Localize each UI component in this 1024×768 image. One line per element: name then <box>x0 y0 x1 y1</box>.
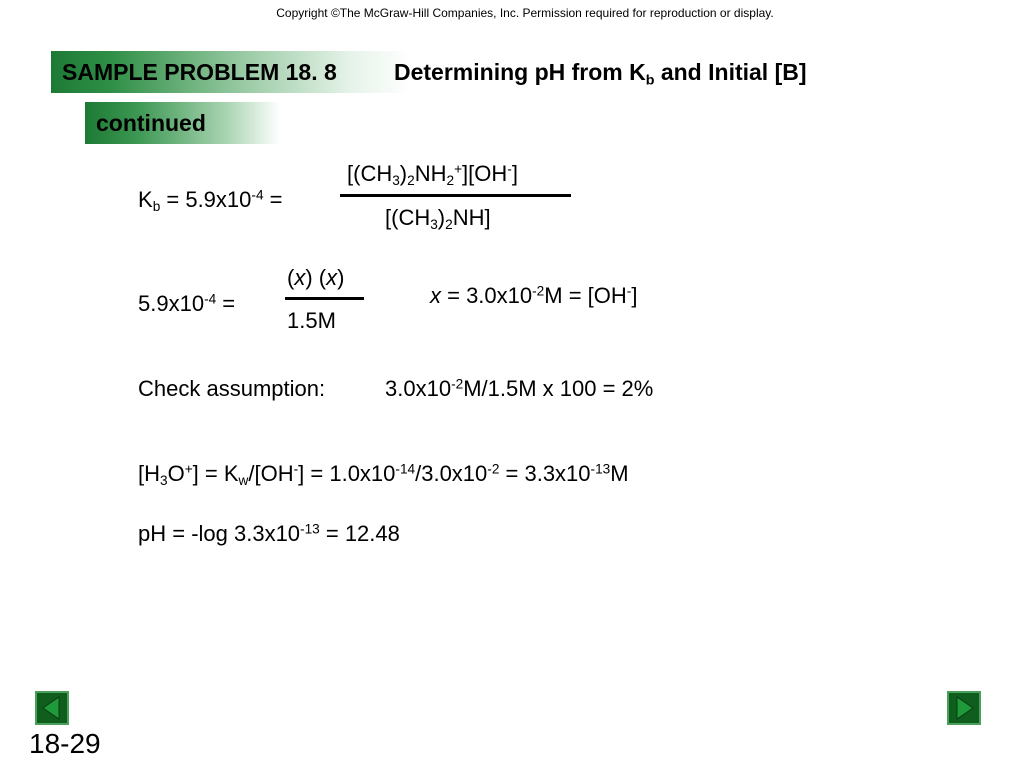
eq2-equals: = <box>216 291 236 316</box>
h3o-part: = 3.3x10 <box>499 461 591 486</box>
result-exponent: -2 <box>532 283 545 299</box>
ph-equation <box>138 521 400 547</box>
result-sup: - <box>626 283 632 299</box>
kb-value: = 5.9x10 <box>160 187 252 212</box>
check-exponent: -2 <box>451 376 464 392</box>
ph-exponent: -13 <box>300 521 320 537</box>
kb-denominator <box>385 205 491 231</box>
var-x: x <box>326 265 338 290</box>
num-part: NH <box>414 161 447 186</box>
eq2-numerator <box>287 265 344 291</box>
check-label: Check assumption: <box>138 376 326 401</box>
kb-symbol: K <box>138 187 153 212</box>
h3o-sup: + <box>184 461 193 477</box>
copyright-notice: Copyright ©The McGraw-Hill Companies, Inc. Permission required for reproduction or display. <box>276 6 774 20</box>
h3o-equation <box>138 461 629 487</box>
eq2-exponent: -4 <box>204 291 217 307</box>
h3o-sub: w <box>238 473 249 489</box>
eq2-value: 5.9x10 <box>138 291 205 316</box>
h3o-sup: -14 <box>395 461 416 477</box>
den-sub: 2 <box>445 217 453 233</box>
check-part: 3.0x10 <box>385 376 452 401</box>
topic-prefix: Determining pH from K <box>394 59 646 85</box>
eq2-denominator: 1.5M <box>287 308 336 333</box>
eq2-result <box>430 283 637 309</box>
previous-slide-button[interactable] <box>35 691 69 725</box>
den-part: ) <box>437 205 446 230</box>
h3o-sup: - <box>293 461 299 477</box>
h3o-part: ] = K <box>192 461 239 486</box>
den-sub: 3 <box>430 217 438 233</box>
h3o-part: M <box>610 461 629 486</box>
paren: ) <box>337 265 345 290</box>
h3o-part: ] = 1.0x10 <box>298 461 396 486</box>
problem-topic <box>394 59 807 89</box>
triangle-right-icon <box>949 693 979 723</box>
paren: ) ( <box>305 265 327 290</box>
num-part: [(CH <box>347 161 393 186</box>
check-part: M/1.5M x 100 = 2% <box>463 376 654 401</box>
h3o-sup: -13 <box>590 461 611 477</box>
result-part: M = [OH <box>544 283 627 308</box>
kb-exponent: -4 <box>251 187 264 203</box>
ph-result: = 12.48 <box>319 521 400 546</box>
h3o-sub: 3 <box>160 473 168 489</box>
triangle-left-icon <box>37 693 67 723</box>
topic-subscript: b <box>645 72 655 89</box>
kb-subscript: b <box>152 199 161 215</box>
problem-title: SAMPLE PROBLEM 18. 8 <box>62 59 337 85</box>
result-part: ] <box>631 283 638 308</box>
num-sub: 3 <box>392 173 400 189</box>
num-part: ][OH <box>462 161 508 186</box>
kb-lhs <box>138 187 283 213</box>
num-sup: - <box>507 161 512 177</box>
slide-number: 18-29 <box>29 728 101 759</box>
kb-equals: = <box>263 187 283 212</box>
h3o-sup: -2 <box>487 461 500 477</box>
topic-suffix: and Initial [B] <box>654 59 807 85</box>
h3o-part: /3.0x10 <box>415 461 488 486</box>
next-slide-button[interactable] <box>947 691 981 725</box>
h3o-part: [H <box>138 461 160 486</box>
var-x: x <box>294 265 306 290</box>
paren: ( <box>287 265 295 290</box>
h3o-part: /[OH <box>248 461 294 486</box>
eq2-fraction-line <box>285 297 364 300</box>
num-sub: 2 <box>446 173 455 189</box>
num-part: ) <box>399 161 408 186</box>
kb-numerator <box>347 161 518 187</box>
result-part: = 3.0x10 <box>441 283 533 308</box>
var-x: x <box>430 283 441 308</box>
eq2-lhs <box>138 291 235 317</box>
num-sub: 2 <box>407 173 415 189</box>
ph-part: pH = -log 3.3x10 <box>138 521 301 546</box>
kb-fraction-line <box>340 194 571 197</box>
check-expression <box>385 376 653 402</box>
continued-label: continued <box>96 110 206 136</box>
den-part: [(CH <box>385 205 431 230</box>
h3o-part: O <box>167 461 185 486</box>
den-part: NH] <box>452 205 491 230</box>
num-part: ] <box>511 161 518 186</box>
num-sup: + <box>454 161 463 177</box>
